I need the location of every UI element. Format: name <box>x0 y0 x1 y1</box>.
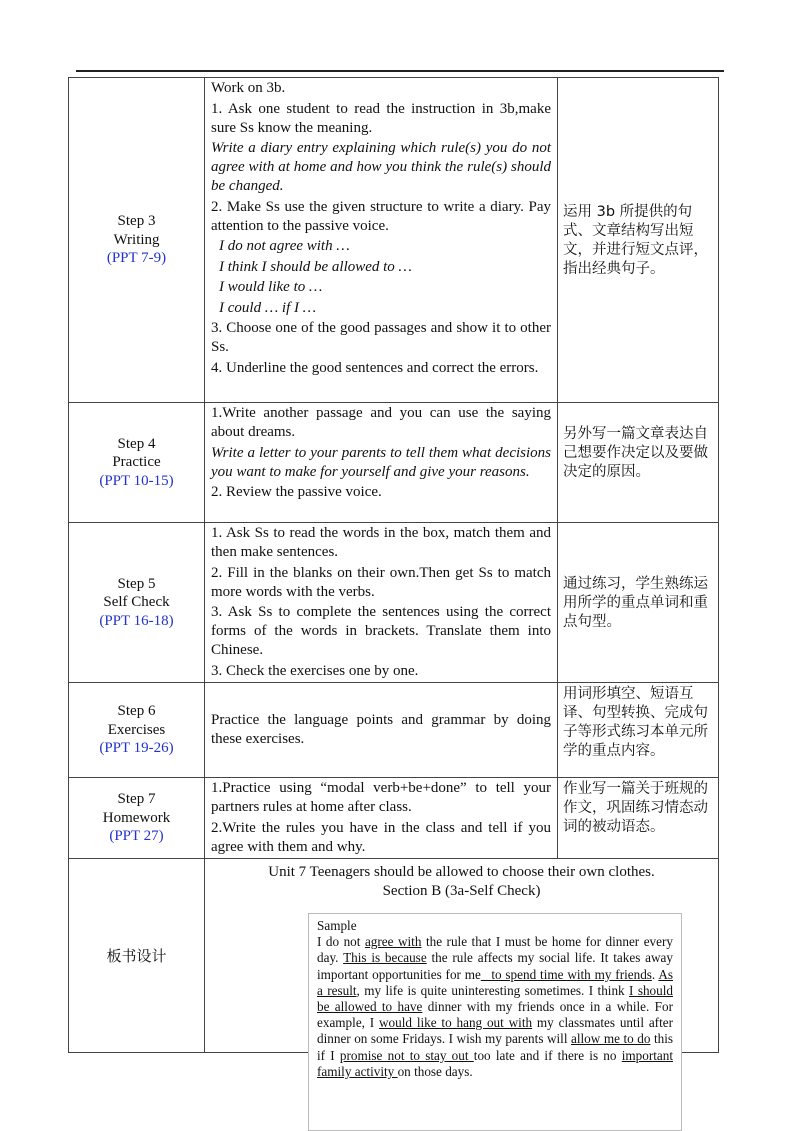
sample-text: this if I <box>317 1031 673 1063</box>
step-label-cell <box>69 523 205 683</box>
sample-text: the rule that I must be home for dinner every day. <box>317 934 673 966</box>
board-design-label: 板书设计 <box>69 859 205 1053</box>
board-title-line1: Unit 7 Teenagers should be allowed to choose their own clothes. <box>268 864 655 880</box>
underlined-phrase: _ to spend time with my friends <box>480 966 652 982</box>
content-line: 2. Fill in the blanks on their own.Then get Ss to match more words with the verbs. <box>211 564 551 600</box>
step-label-cell <box>69 778 205 859</box>
underlined-phrase: As a result <box>317 966 673 998</box>
step-row <box>69 683 719 778</box>
step-name: Self Check <box>103 594 170 611</box>
content-line: 3. Choose one of the good passages and show it to other Ss. <box>211 320 551 355</box>
underlined-phrase: promise not to stay out <box>339 1047 474 1063</box>
underlined-phrase: allow me to do <box>571 1031 651 1047</box>
step-number: Step 6 <box>117 703 156 720</box>
sample-text: too late and if there is no <box>473 1047 622 1063</box>
content-line: 3. Ask Ss to complete the sentences using the correct forms of the words in brackets. Translate them into Chinese. <box>211 604 551 658</box>
ppt-range: (PPT 10-15) <box>99 472 174 489</box>
step-row <box>69 778 719 859</box>
sample-body <box>317 934 673 1080</box>
step-content <box>205 778 558 859</box>
step-number: Step 5 <box>117 575 156 592</box>
ppt-range: (PPT 27) <box>109 828 164 845</box>
content-line: 1.Practice using “modal verb+be+done” to tell your partners rules at home after class. <box>211 780 551 815</box>
step-label-cell <box>69 683 205 778</box>
underlined-phrase: important family activity <box>317 1047 674 1079</box>
ppt-range: (PPT 19-26) <box>99 740 174 757</box>
sample-text: dinner with my friends once in a while. For example, I <box>317 999 673 1031</box>
step-row <box>69 78 719 403</box>
step-name: Practice <box>112 454 161 471</box>
step-name: Homework <box>102 809 171 826</box>
step-content <box>205 403 558 523</box>
step-number: Step 4 <box>117 435 156 452</box>
content-line: 1. Ask one student to read the instruction in 3b,make sure Ss know the meaning. <box>211 100 551 136</box>
sample-text: I do not <box>317 934 365 950</box>
content-line: 2. Review the passive voice. <box>211 484 382 500</box>
content-line: 4. Underline the good sentences and correct the errors. <box>211 359 539 376</box>
content-line: Work on 3b. <box>211 80 286 96</box>
step-content <box>205 683 558 778</box>
step-number: Step 3 <box>117 213 156 230</box>
content-line: I think I should be allowed to … <box>219 258 412 275</box>
content-line: 1. Ask Ss to read the words in the box, match them and then make sentences. <box>211 525 551 560</box>
step-label-cell <box>69 403 205 523</box>
header-rule <box>76 70 724 72</box>
underlined-phrase: I should be allowed to have <box>317 982 674 1015</box>
step-note: 用词形填空、短语互译、句型转换、完成句子等形式练习本单元所学的重点内容。 <box>558 683 719 778</box>
step-name: Writing <box>113 231 160 248</box>
content-line: Practice the language points and grammar by doing these exercises. <box>211 711 551 747</box>
lesson-plan-table <box>68 77 719 1053</box>
step-note: 通过练习，学生熟练运用所学的重点单词和重点句型。 <box>558 523 719 683</box>
ppt-range: (PPT 7-9) <box>106 250 167 267</box>
content-line: 2. Make Ss use the given structure to write a diary. Pay attention to the passive voice. <box>211 198 551 234</box>
content-line: I would like to … <box>219 279 323 295</box>
underlined-phrase: agree with <box>364 934 422 950</box>
sample-heading: Sample <box>317 918 357 933</box>
step-name: Exercises <box>107 721 166 738</box>
underlined-phrase: would like to hang out with <box>379 1015 533 1031</box>
sample-text: my classmates until after dinner on some Fridays. I wish my parents will <box>317 1015 673 1047</box>
underlined-phrase: This is because <box>343 950 427 966</box>
step-number: Step 7 <box>117 791 156 808</box>
step-content <box>205 78 558 403</box>
step-note: 作业写一篇关于班规的作文，巩固练习情态动词的被动语态。 <box>558 778 719 859</box>
content-line: 1.Write another passage and you can use the saying about dreams. <box>211 405 551 440</box>
sample-text-box <box>308 913 682 1131</box>
step-note: 另外写一篇文章表达自己想要作决定以及要做决定的原因。 <box>558 403 719 523</box>
sample-text: the rule affects my social life. It takes away important opportunities for me <box>317 950 673 982</box>
board-title-line2: Section B (3a-Self Check) <box>382 883 541 899</box>
step-row <box>69 403 719 523</box>
content-line: 2.Write the rules you have in the class and tell if you agree with them and why. <box>211 819 551 855</box>
content-line: I do not agree with … <box>219 238 350 254</box>
step-note: 运用 3b 所提供的句式、文章结构写出短文，并进行短文点评， 指出经典句子。 <box>558 78 719 403</box>
content-line: Write a diary entry explaining which rule(s) you do not agree with at home and how you think the rule(s) should be changed. <box>211 140 551 194</box>
ppt-range: (PPT 16-18) <box>99 612 174 629</box>
sample-text: , my life is quite uninteresting sometimes. I think <box>356 982 630 998</box>
content-line: Write a letter to your parents to tell them what decisions you want to make for yourself and give your reasons. <box>211 444 551 480</box>
step-label-cell <box>69 78 205 403</box>
sample-text: . <box>651 966 659 982</box>
step-row <box>69 523 719 683</box>
sample-text: on those days. <box>397 1063 473 1079</box>
content-line: 3. Check the exercises one by one. <box>211 662 419 679</box>
step-content <box>205 523 558 683</box>
content-line: I could … if I … <box>219 299 317 316</box>
